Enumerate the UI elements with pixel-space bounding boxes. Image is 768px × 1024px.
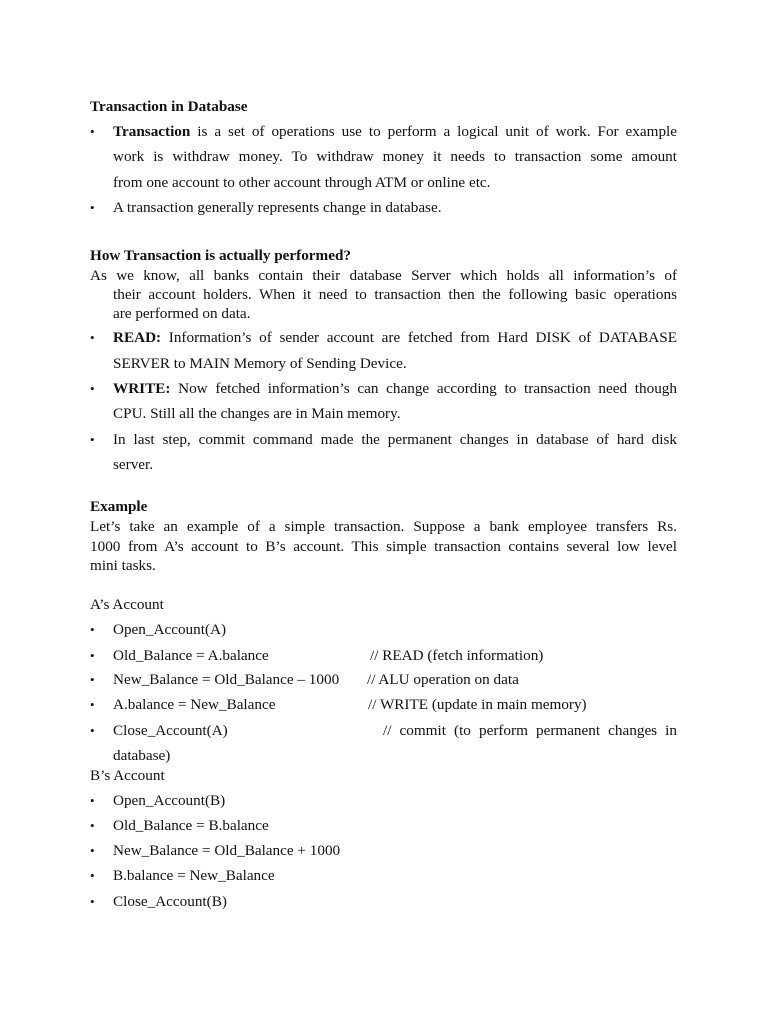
account-a-step-comment: // commit (to perform permanent changes in [383,722,677,739]
bullet-icon: • [90,622,95,637]
bullet-icon: • [90,381,95,396]
bullet-icon: • [90,697,95,712]
bullet-transaction-line1 [113,123,677,141]
account-b-step-code: Open_Account(B) [113,792,226,809]
bullet-icon: • [90,124,95,139]
bullet-icon: • [90,868,95,883]
example-paragraph-line2: 1000 from A’s account to B’s account. This simple transaction contains several low level [90,538,677,555]
bullet-icon: • [90,432,95,447]
example-paragraph-line3: mini tasks. [90,557,156,574]
account-a-step-code: Old_Balance = A.balance [113,647,269,664]
account-a-step-comment: // ALU operation on data [367,671,519,688]
bullet-write-line1 [113,380,677,398]
term-read: READ: [113,329,162,346]
account-b-step-code: B.balance = New_Balance [113,867,275,884]
bullet-write-line2: CPU. Still all the changes are in Main memory. [113,405,401,422]
account-b-step-code: Close_Account(B) [113,893,227,910]
bullet-icon: • [90,723,95,738]
account-a-step-comment: // WRITE (update in main memory) [368,696,587,713]
bullet-icon: • [90,330,95,345]
heading-example: Example [90,498,148,515]
bullet-change-in-database: A transaction generally represents change in database. [113,199,442,216]
term-write: WRITE: [113,380,171,397]
account-b-step-code: New_Balance = Old_Balance + 1000 [113,842,341,859]
bullet-transaction-line2: work is withdraw money. To withdraw money it needs to transaction some amount [113,148,677,165]
account-a-step-code: A.balance = New_Balance [113,696,276,713]
account-a-step-code: Close_Account(A) [113,722,228,739]
bullet-transaction-line3: from one account to other account through ATM or online etc. [113,174,491,191]
account-a-title: A’s Account [90,596,164,613]
paragraph-line3: are performed on data. [113,305,251,322]
account-a-step-code: New_Balance = Old_Balance – 1000 [113,671,340,688]
term-transaction: Transaction [113,123,191,140]
bullet-icon: • [90,843,95,858]
bullet-read-line1 [113,329,677,347]
example-paragraph-line1: Let’s take an example of a simple transaction. Suppose a bank employee transfers Rs. [90,518,677,535]
account-b-title: B’s Account [90,767,165,784]
bullet-text: is a set of operations use to perform a logical unit of work. For example [190,123,677,140]
bullet-icon: • [90,818,95,833]
heading-how-transaction-performed: How Transaction is actually performed? [90,247,351,264]
account-b-step-code: Old_Balance = B.balance [113,817,269,834]
bullet-icon: • [90,672,95,687]
account-a-step-comment-cont: database) [113,747,171,764]
paragraph-line1: As we know, all banks contain their database Server which holds all information’s of [90,267,677,284]
bullet-text: Now fetched information’s can change according to transaction need though [170,380,677,397]
bullet-text: Information’s of sender account are fetched from Hard DISK of DATABASE [161,329,677,346]
bullet-icon: • [90,793,95,808]
bullet-icon: • [90,648,95,663]
bullet-read-line2: SERVER to MAIN Memory of Sending Device. [113,355,407,372]
heading-transaction-in-database: Transaction in Database [90,98,248,115]
account-a-step-comment: // READ (fetch information) [370,647,544,664]
bullet-commit-line2: server. [113,456,154,473]
paragraph-line2: their account holders. When it need to transaction then the following basic operations [113,286,677,303]
bullet-icon: • [90,894,95,909]
bullet-icon: • [90,200,95,215]
account-a-step-code: Open_Account(A) [113,621,227,638]
bullet-commit-line1: In last step, commit command made the permanent changes in database of hard disk [113,431,677,448]
